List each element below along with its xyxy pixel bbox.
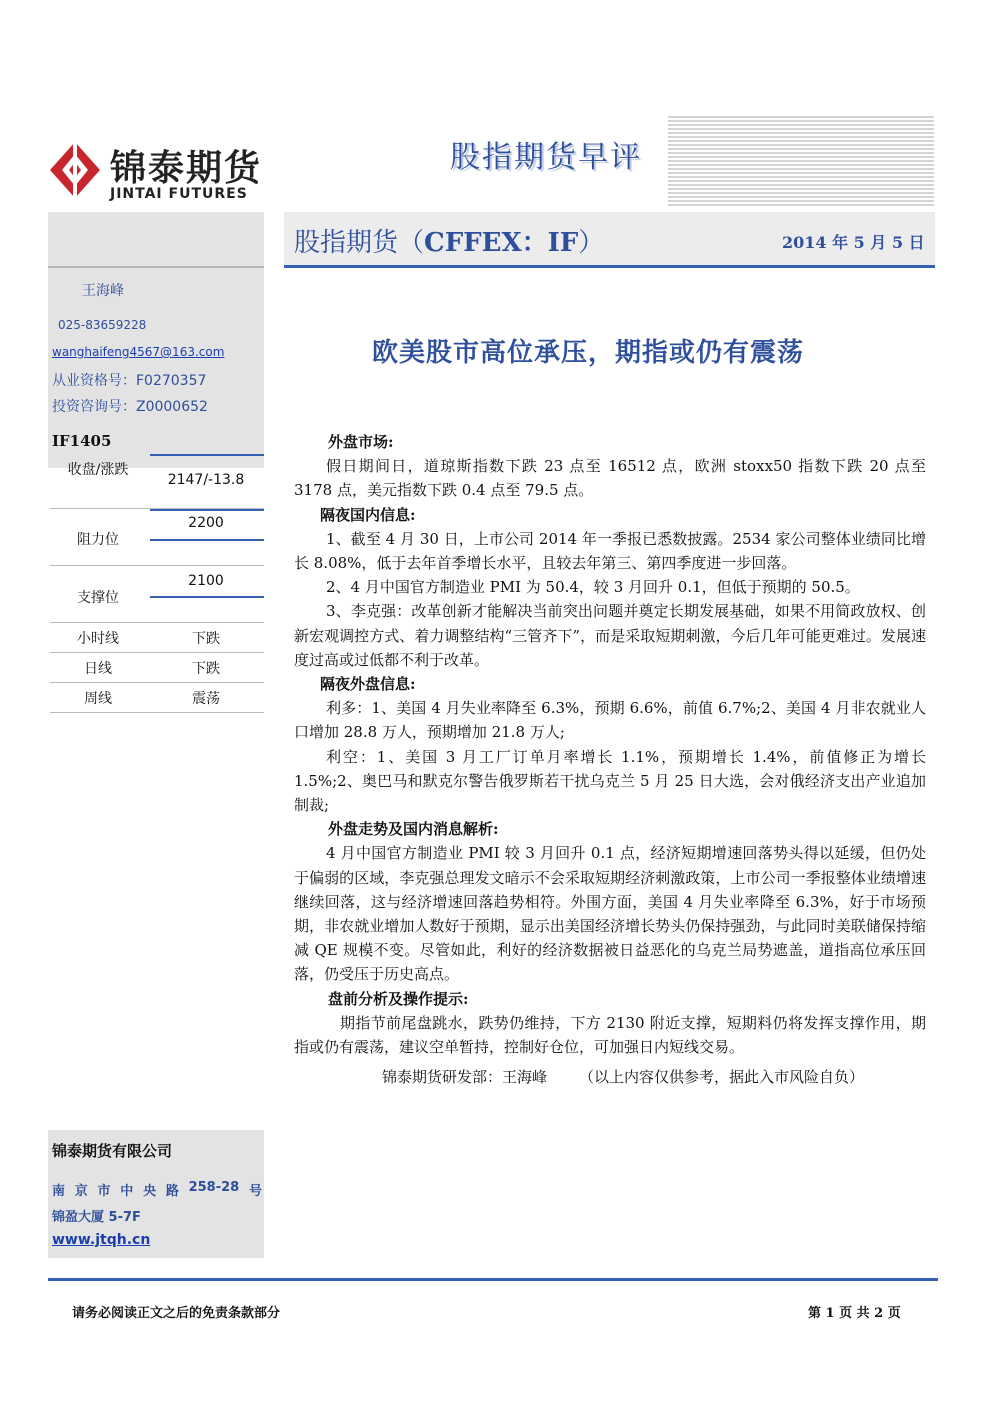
qualification-number: 从业资格号：F0270357	[52, 373, 207, 389]
company-address-line2: 锦盈大厦 5-7F	[52, 1210, 141, 1225]
product-title-suffix: ）	[578, 228, 605, 258]
disclaimer-note: （以上内容仅供参考，据此入市风险自负）	[579, 1068, 865, 1087]
paragraph: 2、4 月中国官方制造业 PMI 为 50.4，较 3 月回升 0.1，但低于预期的 50.5。	[326, 578, 860, 597]
row-label-resistance: 阻力位	[77, 532, 119, 548]
row-label-weekly: 周线	[84, 691, 112, 707]
section-title-overseas-info: 隔夜外盘信息:	[320, 675, 416, 694]
table-row	[50, 653, 264, 683]
row-value-support: 2100	[188, 573, 224, 589]
header-stripes-decoration	[668, 116, 934, 208]
address-part: 市	[97, 1184, 111, 1199]
table-row	[50, 623, 264, 653]
section-title-overseas-market: 外盘市场:	[328, 433, 394, 451]
company-website-link[interactable]: www.jtqh.cn	[52, 1232, 151, 1248]
row-value-weekly: 震荡	[192, 691, 220, 707]
table-row	[50, 683, 264, 713]
address-part: 中	[120, 1184, 134, 1199]
signature-line	[294, 1065, 926, 1089]
section-title-domestic-info: 隔夜国内信息:	[320, 505, 416, 524]
author-email-link[interactable]: wanghaifeng4567@163.com	[52, 345, 225, 359]
report-body	[294, 430, 926, 1089]
report-headline: 欧美股市高位承压，期指或仍有震荡	[372, 338, 805, 368]
company-name: 锦泰期货有限公司	[52, 1142, 173, 1160]
address-part: 南	[52, 1184, 66, 1199]
address-part: 258-28	[188, 1180, 240, 1195]
sidebar-divider	[48, 266, 264, 268]
row-value-resistance: 2200	[188, 515, 224, 531]
row-value-close: 2147/-13.8	[167, 472, 245, 488]
market-levels-table	[50, 452, 264, 713]
company-address-line1	[52, 1180, 262, 1199]
table-rule	[150, 596, 264, 598]
paragraph: 4 月中国官方制造业 PMI 较 3 月回升 0.1 点，经济短期增速回落势头得以延缓，但仍处于偏弱的区域，李克强总理发文暗示不会采取短期经济刺激政策，上市公司一季报整体业绩增速继续回落，这与经济增速回落趋势相符。外围方面，美国 4 月失业率降至 6.3%，好于市场预期，非农就业增加人数好于预期，显示出美国经济增长势头仍保持强劲，与此同时美联储保持缩减 QE 规模不变。尽管如此，利好的经济数据被日益恶化的乌克兰局势遮盖，道指高位承压回落，仍受压于历史高点。	[294, 844, 926, 984]
paragraph: 利空：1、美国 3 月工厂订单月率增长 1.1%，预期增长 1.4%，前值修正为增长 1.5%;2、奥巴马和默克尔警告俄罗斯若干扰乌克兰 5 月 25 日大选，会对俄经济支出产业追加制裁;	[294, 747, 926, 815]
row-label-close: 收盘/涨跌	[67, 462, 129, 478]
footer-disclaimer: 请务必阅读正文之后的免责条款部分	[72, 1306, 281, 1321]
table-row	[50, 452, 264, 509]
row-value-daily: 下跌	[192, 661, 220, 677]
page-number: 第 1 页 共 2 页	[808, 1306, 901, 1321]
product-title-prefix: 股指期货（	[294, 228, 425, 258]
table-rule	[150, 509, 264, 511]
row-value-hourly: 下跌	[192, 631, 220, 647]
title-bar-rule	[284, 265, 935, 268]
paragraph: 假日期间日，道琼斯指数下跌 23 点至 16512 点，欧洲 stoxx50 指数下跌 20 点至 3178 点，美元指数下跌 0.4 点至 79.5 点。	[294, 457, 926, 500]
address-part: 京	[74, 1184, 88, 1199]
sidebar-top-panel	[48, 212, 264, 468]
row-label-support: 支撑位	[77, 590, 119, 606]
address-part: 央	[143, 1184, 157, 1199]
paragraph: 利多：1、美国 4 月失业率降至 6.3%，预期 6.6%，前值 6.7%;2、美国 4 月非农就业人口增加 28.8 万人，预期增加 21.8 万人;	[294, 699, 926, 742]
row-label-daily: 日线	[84, 661, 112, 677]
product-title-code: CFFEX：IF	[424, 228, 579, 258]
contract-code: IF1405	[52, 432, 112, 450]
section-title-analysis: 外盘走势及国内消息解析:	[328, 820, 499, 839]
report-type-title: 股指期货早评	[450, 140, 642, 175]
address-part: 路	[165, 1184, 179, 1199]
logo-chinese-name: 锦泰期货	[110, 148, 263, 189]
paragraph: 3、李克强：改革创新才能解决当前突出问题并奠定长期发展基础，如果不用简政放权、创新宏观调控方式、着力调整结构“三管齐下”，而是采取短期刺激，今后几年可能更难过。发展速度过高或过低都不利于改革。	[294, 602, 926, 669]
paragraph: 1、截至 4 月 30 日，上市公司 2014 年一季报已悉数披露。2534 家公司整体业绩同比增长 8.08%，低于去年首季增长水平，且较去年第三、第四季度进一步回落。	[294, 529, 926, 573]
jintai-logo-icon	[48, 140, 102, 200]
table-rule	[150, 539, 264, 541]
author-name: 王海峰	[82, 283, 124, 299]
logo-english-name: JINTAI FUTURES	[110, 186, 248, 202]
row-label-hourly: 小时线	[77, 631, 119, 647]
table-row	[50, 509, 264, 566]
author-phone: 025-83659228	[58, 318, 147, 332]
product-title	[294, 222, 604, 259]
footer-rule	[48, 1278, 938, 1281]
address-part: 号	[248, 1184, 262, 1199]
paragraph: 期指节前尾盘跳水，跌势仍维持，下方 2130 附近支撑，短期料仍将发挥支撑作用，期指或仍有震荡，建议空单暂持，控制好仓位，可加强日内短线交易。	[294, 1013, 926, 1057]
table-row	[50, 566, 264, 623]
signature: 锦泰期货研发部：王海峰	[382, 1068, 548, 1087]
section-title-trading-tips: 盘前分析及操作提示:	[328, 989, 469, 1008]
report-date: 2014 年 5 月 5 日	[782, 233, 925, 252]
consulting-number: 投资咨询号：Z0000652	[52, 399, 208, 415]
